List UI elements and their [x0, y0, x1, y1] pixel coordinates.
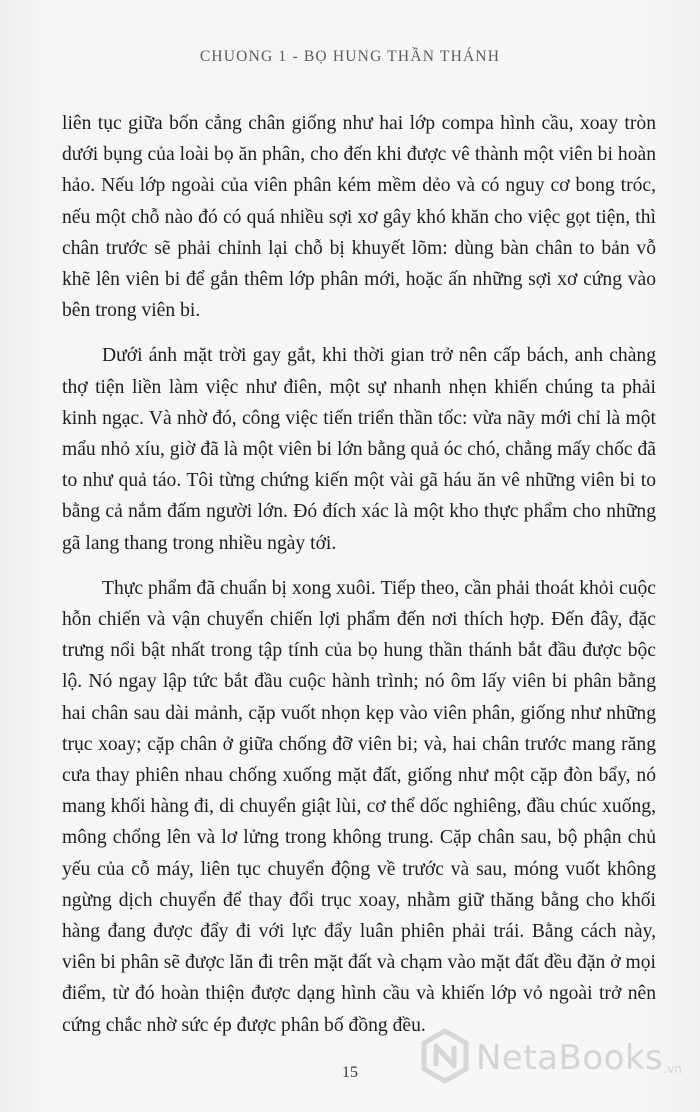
- watermark-suffix-text: .vn: [663, 1062, 682, 1076]
- page-number: 15: [342, 1064, 358, 1081]
- body-text: [62, 108, 656, 1041]
- watermark-brand-text: NetaBooks: [476, 1038, 664, 1078]
- watermark: [420, 1022, 695, 1094]
- netabooks-logo-icon: [420, 1028, 470, 1089]
- running-header: CHUONG 1 - BỌ HUNG THẦN THÁNH: [199, 48, 501, 65]
- paragraph-2: Dưới ánh mặt trời gay gắt, khi thời gian trở nên cấp bách, anh chàng thợ tiện liền làm việc như điên, một sự nhanh nhẹn khiến chúng ta phải kinh ngạc. Và nhờ đó, công việc tiến triển thần tốc: vừa nãy mới chỉ là một mẩu nhỏ xíu, giờ đã là một viên bi lớn bằng quả óc chó, chẳng mấy chốc đã to như quả táo. Tôi từng chứng kiến một vài gã háu ăn vê những viên bi to bằng cả nắm đấm người lớn. Đó đích xác là một kho thực phẩm cho những gã lang thang trong nhiều ngày tới.: [62, 345, 656, 554]
- paragraph-3: Thực phẩm đã chuẩn bị xong xuôi. Tiếp theo, cần phải thoát khỏi cuộc hỗn chiến và vận chuyển chiến lợi phẩm đến nơi thích hợp. Đến đây, đặc trưng nổi bật nhất trong tập tính của bọ hung thần thánh bắt đầu được bộc lộ. Nó ngay lập tức bắt đầu cuộc hành trình; nó ôm lấy viên bi phân bằng hai chân sau dài mảnh, cặp vuốt nhọn kẹp vào viên phân, giống như những trục xoay; cặp chân ở giữa chống đỡ viên bi; và, hai chân trước mang răng cưa thay phiên nhau chống xuống mặt đất, giống như một cặp đòn bẩy, nó mang khối hàng đi, di chuyển giật lùi, cơ thể dốc nghiêng, đầu chúc xuống, mông chổng lên và lơ lửng trong không trung. Cặp chân sau, bộ phận chủ yếu của cỗ máy, liên tục chuyển động về trước và sau, móng vuốt không ngừng dịch chuyển để thay đổi trục xoay, nhằm giữ thăng bằng cho khối hàng đang được đẩy đi với lực đẩy luân phiên phải trái. Bằng cách này, viên bi phân sẽ được lăn đi trên mặt đất và chạm vào mặt đất đều đặn ở mọi điểm, từ đó hoàn thiện được dạng hình cầu và khiến lớp vỏ ngoài trở nên cứng chắc nhờ sức ép được phân bố đồng đều.: [62, 577, 656, 1036]
- paragraph-1: liên tục giữa bốn cẳng chân giống như hai lớp compa hình cầu, xoay tròn dưới bụng của loài bọ ăn phân, cho đến khi được vê thành một viên bi hoàn hảo. Nếu lớp ngoài của viên phân kém mềm dẻo và có nguy cơ bong tróc, nếu một chỗ nào đó có quá nhiều sợi xơ gây khó khăn cho việc gọt tiện, thì chân trước sẽ phải chỉnh lại chỗ bị khuyết lõm: dùng bàn chân to bản vỗ khẽ lên viên bi để gắn thêm lớp phân mới, hoặc ấn những sợi xơ cứng vào bên trong viên bi.: [62, 113, 656, 322]
